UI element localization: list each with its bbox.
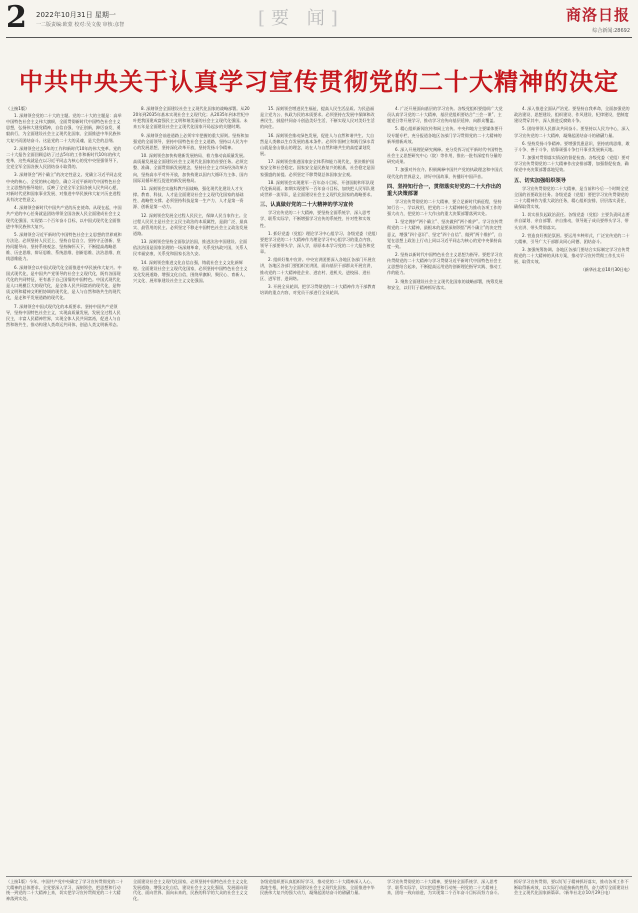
edition-line: 综合新闻:28692 [592, 28, 630, 34]
article-column-5 [514, 106, 632, 876]
article-paragraph: 11. 深刻领会实施科教兴国战略、强化现代化建设人才支撑。教育、科技、人才是全面建设社会主义现代化国家的基础性、战略性支撑。必须坚持科技是第一生产力、人才是第一资源、创新是第一动力。 [133, 185, 244, 210]
editor-info: 一二版责编:欧蒙 校对:吴文俊 审核:彦智 [36, 22, 125, 28]
article-paragraph: 14. 深刻领会推进文化自信自强，铸就社会主义文化新辉煌。全面建设社会主义现代化国家，必须坚持中国特色社会主义文化发展道路，增强文化自信，围绕举旗帜、聚民心、育新人、兴文化、展形象建设社会主义文化强国。 [133, 259, 248, 284]
article-paragraph: 13. 深刻领会坚持全面依法治国，推进法治中国建设。全面依法治国是国家治理的一场深刻革命，关系党执政兴国，关系人民幸福安康，关系党和国家长治久安。 [133, 239, 248, 257]
article-paragraph: 15. 深刻领会增进民生福祉，提高人民生活品质。为民造福是立党为公、执政为民的本质要求。必须坚持在发展中保障和改善民生，鼓励共同奋斗创造美好生活，不断实现人民对美好生活的向往。 [260, 106, 375, 130]
article-paragraph: 7. 深刻领会中国式现代化的本质要求。坚持中国共产党领导，坚持中国特色社会主义，实现高质量发展，发展全过程人民民主，丰富人民精神世界，实现全体人民共同富裕，促进人与自然和谐共生，推动构建人类命运共同体，创造人类文明新形态。 [6, 303, 121, 327]
article-paragraph: 学习宣传贯彻党的二十大精神，是当前和今后一个时期全党全国的首要政治任务。各级党委（党组）要把学习宣传贯彻党的二十大精神作为重大政治任务，精心组织安排，层层落实责任，确保取得实效。 [514, 185, 629, 210]
article-paragraph: 8. 深刻领会全面建设社会主义现代化国家的战略部署。从2020年到2035年基本实现社会主义现代化；从2035年到本世纪中叶把我国建成富强民主文明和谐美丽的社会主义现代化强国。未来五年是全面建设社会主义现代化国家开局起步的关键时期。 [133, 106, 250, 130]
article-column-2 [133, 106, 251, 876]
section-subheading: 三、认真做好党的二十大精神的学习宣传 [260, 202, 354, 209]
bottom-column: 各级党组织要认真组织好学习，推动党的二十大精神深入人心、落地生根，转化为全面建设社会主义现代化国家、全面推进中华民族伟大复兴的强大动力，凝聚起团结奋斗的磅礴力量。 [260, 879, 375, 896]
article-paragraph: 3. 加强统筹协调。各地区各部门要结合实际制定学习宣传贯彻党的二十大精神的具体方案，推动学习宣传贯彻工作扎实开展、取得实效。 [514, 246, 630, 265]
bottom-column: 抓好学习宣传贯彻，要以钉钉子精神抓好落实，推动各项工作不断取得新成效，以实际行动迎接新的胜利，奋力谱写全面建设社会主义现代化国家新篇章。（新华社北京10月29日电） [514, 879, 629, 896]
article-paragraph: 1. 切实担负起政治责任。各级党委（党组）主要负责同志要亲自谋划、亲自部署、亲自推动，领导班子成员要带头学习、带头宣讲、带头贯彻落实。 [514, 212, 630, 230]
page-number: 2 [6, 0, 27, 35]
article-paragraph: 1. 抓好党委（党组）理论学习中心组学习。各级党委（党组）要把学习党的二十大精神作为理论学习中心组学习的重点内容，领导干部要带头学、深入学，原原本本学习党的二十大报告和党章。 [260, 230, 378, 255]
article-column-1 [6, 106, 124, 876]
article-paragraph: 学习宣传贯彻党的二十大精神，要立足新时代新征程，坚持知行合一、学以致用，把党的二十大精神转化为推动各项工作的强大动力，把党的二十大作出的重大决策部署落到实处。 [387, 198, 502, 217]
issue-date: 2022年10月31日 星期一 [36, 11, 116, 19]
article-body [6, 106, 632, 876]
article-paragraph: 2. 组织好集中宣讲。中央宣讲团要深入各地区各部门开展宣讲，各地区各部门要组织宣讲团，面向基层干部群众开展宣讲，推动党的二十大精神进企业、进农村、进机关、进校园、进社区、进军营、进网络。 [260, 257, 376, 281]
dateline: （新华社北京10月30日电） [580, 267, 632, 273]
bottom-column: 学习宣传贯彻党的二十大精神，要坚持全面系统学、深入思考学、联系实际学，切实把思想和行动统一到党的二十大精神上来，团结一致向前进，为实现第二个百年奋斗目标而努力奋斗。 [387, 879, 502, 896]
article-paragraph: 6. 深刻领会以中国式现代化全面推进中华民族伟大复兴。中国式现代化，是中国共产党领导的社会主义现代化，既有各国现代化的共同特征，更有基于自己国情的中国特色。中国式现代化是人口规模巨大的现代化，是全体人民共同富裕的现代化，是物质文明和精神文明相协调的现代化，是人与自然和谐共生的现代化，是走和平发展道路的现代化。 [6, 264, 122, 301]
article-paragraph: 学习宣传党的二十大精神，要坚持全面系统学、深入思考学、联系实际学，不断增强学习宣传的系统性、针对性和实效性。 [260, 210, 371, 228]
article-paragraph: 2. 深刻领会过去5年的工作和新时代10年的伟大变革。党的二十大报告全面回顾总结了过去5年的工作和新时代10年的伟大变革，这些成就是在以习近平同志为核心的党中央坚强领导下，全党全军全国各族人民团结奋斗取得的。 [6, 145, 122, 170]
bottom-column: （上接1版）今年，中国共产党中央确定了学习宣传贯彻党的二十大精神的总体要求。全党要深入学习、深刻领会，把思想和行动统一到党的二十大精神上来，切实把学习宣传贯彻党的二十大精神落到实处。 [6, 879, 124, 901]
section-divider [6, 876, 632, 877]
article-column-4 [387, 106, 505, 876]
article-column-3 [260, 106, 378, 876]
article-paragraph: 3. 聚焦全面建设社会主义现代化国家的战略部署，统筹发展和安全，以钉钉子精神抓好落实。 [387, 278, 503, 290]
article-paragraph: 17. 深刻领会推进国家安全体系和能力现代化，坚决维护国家安全和社会稳定。国家安全是民族复兴的根基，社会稳定是国家强盛的前提。必须坚定不移贯彻总体国家安全观。 [260, 159, 375, 177]
article-paragraph: 9. 深刻领会前进道路上必须牢牢把握的重大原则。坚持和加强党的全面领导，坚持中国特色社会主义道路，坚持以人民为中心的发展思想，坚持深化改革开放，坚持发扬斗争精神。 [133, 132, 249, 150]
article-paragraph: 6. 深入开展理论研究阐释。充分发挥习近平新时代中国特色社会主义思想研究中心（院）等作用，推出一批有深度有分量的研究成果。 [387, 146, 503, 165]
article-paragraph: 4. 深入推进全面从严治党。要坚持自我革命，全面加强党的政治建设、思想建设、组织建设、作风建设、纪律建设，把制度建设贯穿其中，深入推进反腐败斗争。 [514, 106, 630, 124]
bottom-article [6, 879, 632, 913]
headline: 中共中央关于认真学习宣传贯彻党的二十大精神的决定 [19, 68, 619, 96]
article-paragraph: 16. 深刻领会推动绿色发展，促进人与自然和谐共生。大自然是人类赖以生存发展的基本条件。必须牢固树立和践行绿水青山就是金山银山的理念，站在人与自然和谐共生的高度谋划发展。 [260, 132, 375, 157]
article-paragraph: 3. 深刻领会“两个确立”的决定性意义。党确立习近平同志党中央的核心、全党的核心地位，确立习近平新时代中国特色社会主义思想的指导地位，反映了全党全军全国各族人民共同心愿，对新时代党和国家事业发展、对推进中华民族伟大复兴历史进程具有决定性意义。 [6, 172, 122, 203]
masthead-rule [6, 37, 632, 38]
article-paragraph: 1. 坚定拥护“两个确立”、坚决做到“两个维护”。学习宣传贯彻党的二十大精神，最根本的是要深刻领悟“两个确立”的决定性意义，增强“四个意识”、坚定“四个自信”、做到“两个维护”，自觉在思想上政治上行动上同以习近平同志为核心的党中央保持高度一致。 [387, 219, 503, 249]
article-paragraph: 7. 加强对贯彻落实情况的督促检查。各级党委（党组）要对学习宣传贯彻党的二十大精神作出安排部署，加强督促检查，确保党中央决策部署落地见效。 [514, 155, 630, 173]
continued-tag: （上接1版） [6, 106, 30, 111]
article-paragraph: 2. 坚持以新时代中国特色社会主义思想为指导。要把学习宣传贯彻党的二十大精神与学习贯彻习近平新时代中国特色社会主义思想结合起来，不断提高运用党的创新理论指导实践、推动工作的能力。 [387, 251, 503, 276]
article-paragraph: 5. 深刻领会习近平新时代中国特色社会主义思想的世界观和方法论。必须坚持人民至上、坚持自信自立、坚持守正创新、坚持问题导向、坚持系统观念、坚持胸怀天下，不断提高战略思维、历史思维、辩证思维、系统思维、创新思维、法治思维、底线思维能力。 [6, 231, 122, 262]
article-paragraph: 5. 团结带领人民群众共同奋斗。要坚持以人民为中心，深入学习宣传党的二十大精神，凝聚起团结奋斗的磅礴力量。 [514, 126, 630, 138]
article-paragraph: 2. 营造良好舆论氛围。要运用多种形式，广泛宣传党的二十大精神，引导广大干部群众同心同德、团结奋斗。 [514, 232, 630, 244]
article-paragraph: 4. 深刻领会新时代中国共产党的历史使命。从现在起，中国共产党的中心任务就是团结带领全国各族人民全面建成社会主义现代化强国、实现第二个百年奋斗目标，以中国式现代化全面推进中华民族伟大复兴。 [6, 205, 122, 229]
section-subheading: 五、切实加强组织领导 [514, 177, 566, 184]
paper-logo: 商洛日报 [565, 6, 630, 24]
section-title: [要 闻] [258, 8, 344, 29]
article-paragraph: 4. 广泛开展面向基层的学习宣传。各级党组织要组织广大党员认真学习党的二十大精神，基层党组织要结合“三会一课”、主题党日等开展学习，推动学习宣传向基层延伸、向群众覆盖。 [387, 106, 503, 124]
article-paragraph: 18. 深刻领会实现建军一百年奋斗目标，开创国防和军队现代化新局面。如期实现建军一百年奋斗目标，加快把人民军队建成世界一流军队，是全面建设社会主义现代化国家的战略要求。 [260, 179, 375, 198]
article-paragraph: 7. 加强对外宣介。积极阐释中国共产党的执政理念和中国式现代化的世界意义，讲好中国故事，传播好中国声音。 [387, 167, 503, 179]
section-subheading: 四、坚持知行合一，贯彻落实好党的二十大作出的重大决策部署 [387, 183, 502, 197]
article-paragraph: 5. 精心组织新闻宣传和网上宣传。中央和地方主要媒体要开设专题专栏，充分报道各地区各部门学习贯彻党的二十大精神的新举措新成效。 [387, 126, 503, 144]
article-paragraph: 3. 开展全员轮训。把学习贯彻党的二十大精神作为干部教育培训的重点内容，对党员干部进行全员轮训。 [260, 283, 376, 296]
section-title-text: 要 闻 [271, 8, 331, 29]
masthead [0, 0, 638, 44]
article-paragraph: 6. 坚持发扬斗争精神。要增强忧患意识，坚持底线思维，敢于斗争、善于斗争，依靠顽强斗争打开事业发展新天地。 [514, 140, 630, 152]
bottom-column: 全面建设社会主义现代化国家，必须坚持中国特色社会主义文化发展道路，增强文化自信，建设社会主义文化强国，发展面向现代化、面向世界、面向未来的，民族的科学的大众的社会主义文化。 [133, 879, 248, 901]
article-paragraph: 1. 深刻领会党的二十大的主题。党的二十大的主题是：高举中国特色社会主义伟大旗帜，全面贯彻新时代中国特色社会主义思想，弘扬伟大建党精神，自信自强、守正创新，踔厉奋发、勇毅前行，为全面建设社会主义现代化国家、全面推进中华民族伟大复兴而团结奋斗。这是党的二十大的灵魂，是大会的总纲。 [6, 113, 122, 143]
article-paragraph: 12. 深刻领会发展全过程人民民主，保障人民当家作主。全过程人民民主是社会主义民主政治的本质属性，是最广泛、最真实、最管用的民主。必须坚定不移走中国特色社会主义政治发展道路。 [133, 212, 248, 236]
article-paragraph: 10. 深刻领会加快构建新发展格局、着力推动高质量发展。高质量发展是全面建设社会主义现代化国家的首要任务。必须完整、准确、全面贯彻新发展理念，坚持社会主义市场经济改革方向，坚持高水平对外开放，加快构建以国内大循环为主体、国内国际双循环相互促进的新发展格局。 [133, 153, 248, 183]
